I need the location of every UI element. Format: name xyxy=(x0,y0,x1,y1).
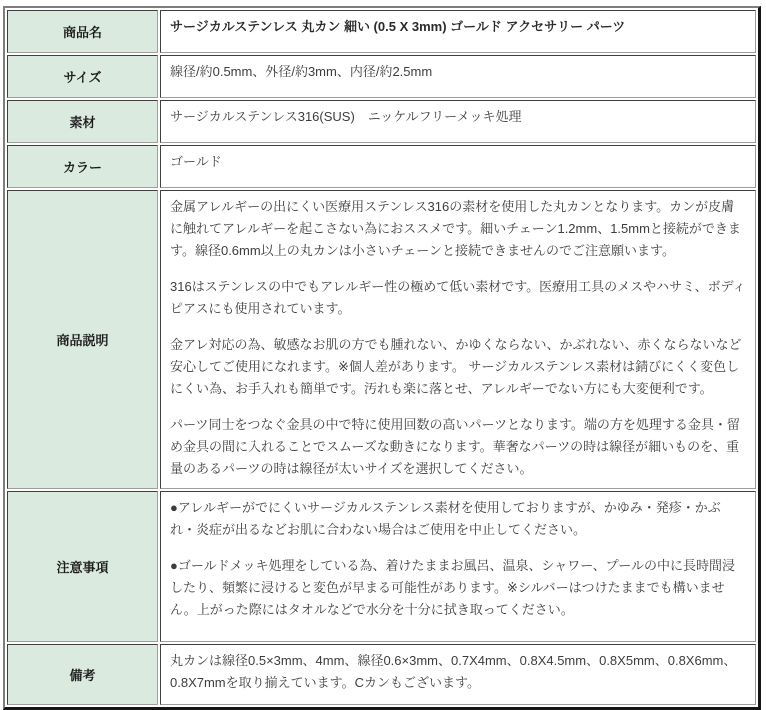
row-content-precautions xyxy=(160,491,756,642)
description-paragraph-4: パーツ同士をつなぐ金具の中で特に使用回数の高いパーツとなります。端の方を処理する金具・留め金具の間に入れることでスムーズな動きになります。華奢なパーツの時は線径が細いものを、重量のあるパーツの時は線径が太いサイズを選択してください。 xyxy=(170,417,740,476)
color-paragraph-1: ゴールド xyxy=(170,154,222,169)
table-row-size xyxy=(7,55,756,98)
product-spec-page xyxy=(0,6,766,690)
table-row-precautions xyxy=(7,491,756,642)
table-row-material xyxy=(7,100,756,143)
size-paragraph-1: 線径/約0.5mm、外径/約3mm、内径/約2.5mm xyxy=(170,64,433,79)
row-content-material xyxy=(160,100,756,143)
product-name-paragraph-1: サージカルステンレス 丸カン 細い (0.5 X 3mm) ゴールド アクセサリー パーツ xyxy=(170,19,626,34)
precautions-paragraph-2: ●ゴールドメッキ処理をしている為、着けたままお風呂、温泉、シャワー、プールの中に長時間浸したり、頻繁に浸けると変色が早まる可能性があります。※シルバーはつけたままでも構いません。上がった際にはタオルなどで水分を十分に拭き取ってください。 xyxy=(170,558,736,617)
description-paragraph-2: 316はステンレスの中でもアレルギー性の極めて低い素材です。医療用工具のメスやハサミ、ボディピアスにも使用されています。 xyxy=(170,279,746,316)
row-label-size: サイズ xyxy=(7,55,158,98)
row-label-remarks: 備考 xyxy=(7,644,158,705)
row-content-remarks xyxy=(160,644,756,705)
precautions-paragraph-1: ●アレルギーがでにくいサージカルステンレス素材を使用しておりますが、かゆみ・発疹・かぶれ・炎症が出るなどお肌に合わない場合はご使用を中止してください。 xyxy=(170,500,721,537)
table-row-color xyxy=(7,145,756,188)
row-content-color xyxy=(160,145,756,188)
material-paragraph-1: サージカルステンレス316(SUS) ニッケルフリーメッキ処理 xyxy=(170,109,522,124)
row-label-color: カラー xyxy=(7,145,158,188)
spec-table-body xyxy=(7,10,756,705)
table-row-product-name xyxy=(7,10,756,53)
description-paragraph-1: 金属アレルギーの出にくい医療用ステンレス316の素材を使用した丸カンとなります。カンが皮膚に触れてアレルギーを起こさない為におススメです。細いチェーン1.2mm、1.5mmと接続ができます。線径0.6mm以上の丸カンは小さいチェーンと接続できませんのでご注意願います。 xyxy=(170,199,741,258)
product-spec-table xyxy=(3,6,761,710)
row-content-product-name xyxy=(160,10,756,53)
row-label-material: 素材 xyxy=(7,100,158,143)
row-content-size xyxy=(160,55,756,98)
row-label-description: 商品説明 xyxy=(7,190,158,489)
row-label-precautions: 注意事項 xyxy=(7,491,158,642)
table-row-description xyxy=(7,190,756,489)
table-row-remarks xyxy=(7,644,756,705)
row-label-product-name: 商品名 xyxy=(7,10,158,53)
row-content-description xyxy=(160,190,756,489)
description-paragraph-3: 金アレ対応の為、敏感なお肌の方でも腫れない、かゆくならない、かぶれない、赤くならないなど安心してご使用になれます。※個人差があります。 サージカルステンレス素材は錆びにくく変色しにくい為、お手入れも簡単です。汚れも楽に落とせ、アレルギーでない方にも大変便利です。 xyxy=(170,337,742,396)
remarks-paragraph-1: 丸カンは線径0.5×3mm、4mm、線径0.6×3mm、0.7X4mm、0.8X4.5mm、0.8X5mm、0.8X6mm、0.8X7mmを取り揃えています。Cカンもございます。 xyxy=(170,653,737,690)
